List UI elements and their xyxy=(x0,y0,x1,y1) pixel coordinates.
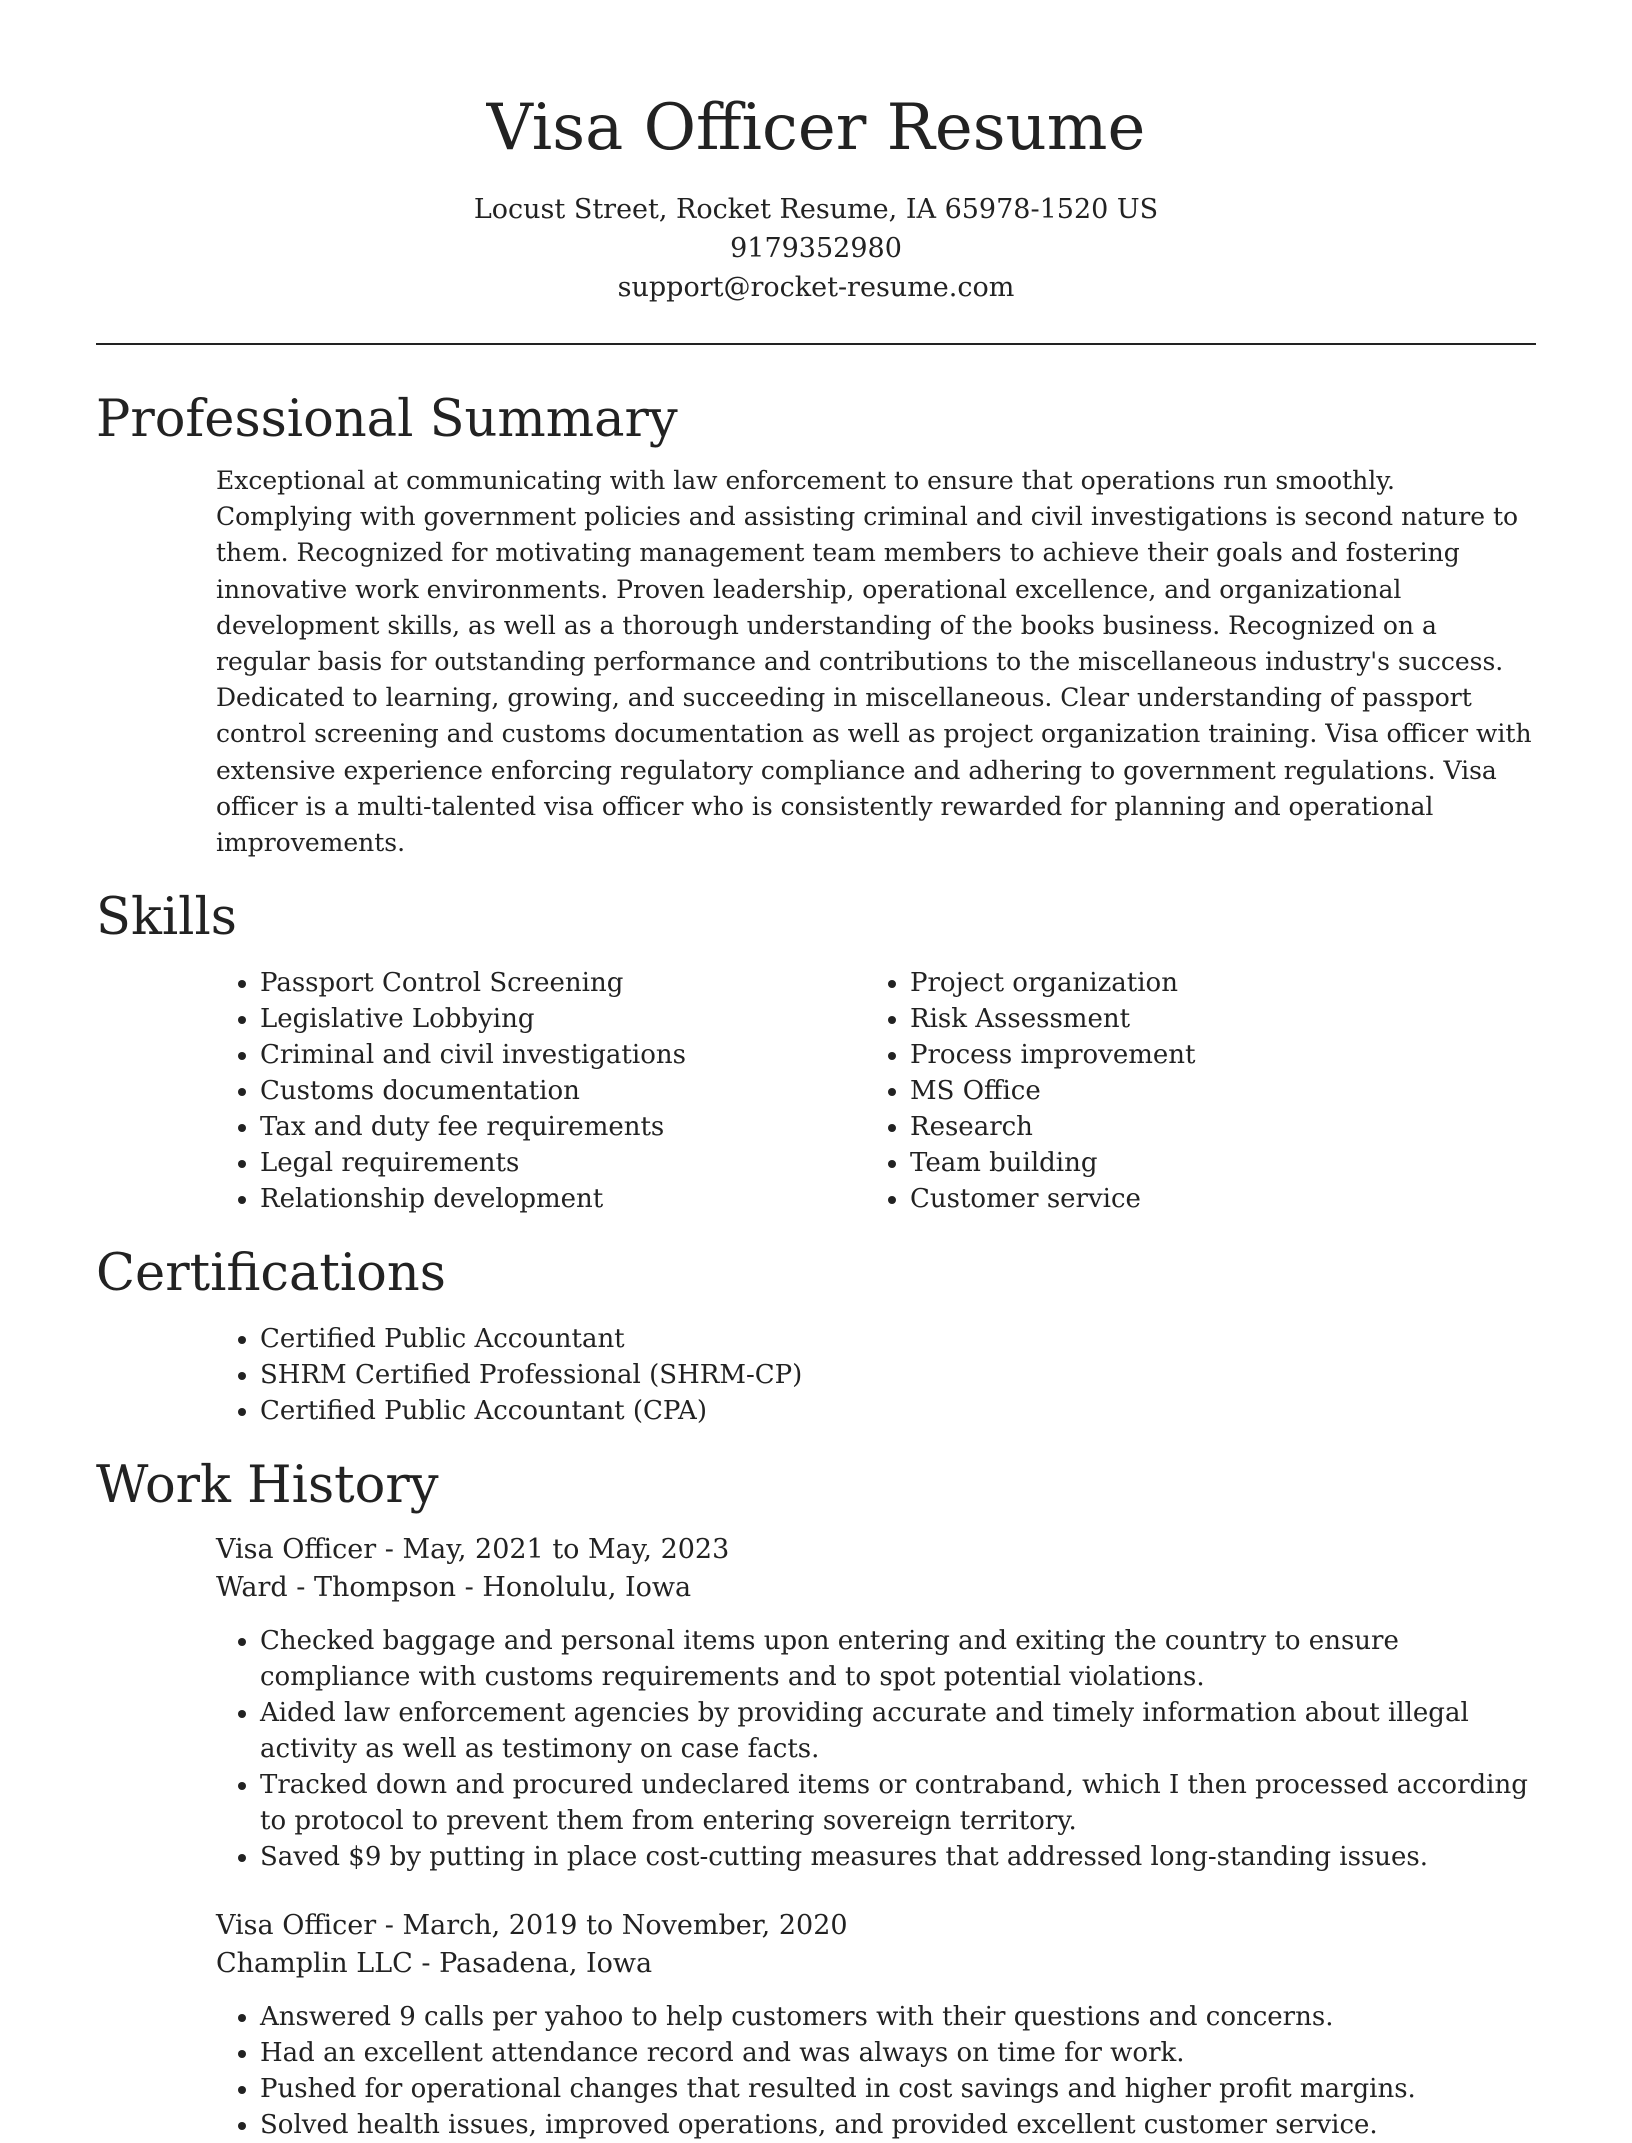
list-item: • Checked baggage and personal items upon entering and exiting the country to ensure compliance with customs requirements and to spot potential violations. xyxy=(260,1623,1536,1695)
job-entry xyxy=(216,1907,1536,2143)
resume-page xyxy=(96,0,1536,2143)
list-item: • Customs documentation xyxy=(260,1073,866,1109)
summary-section xyxy=(96,387,1536,861)
job-company-line xyxy=(216,1569,1536,1607)
summary-heading: Professional Summary xyxy=(96,390,678,449)
list-item: • Passport Control Screening xyxy=(260,965,866,1001)
list-item: • Certified Public Accountant xyxy=(260,1321,1536,1357)
list-item: • Certified Public Accountant (CPA) xyxy=(260,1393,1536,1429)
skills-list-right xyxy=(866,965,1516,1217)
list-item: • Research xyxy=(910,1109,1516,1145)
list-item: • Solved health issues, improved operations, and provided excellent customer service. xyxy=(260,2107,1536,2143)
list-item: • Aided law enforcement agencies by providing accurate and timely information about illegal activity as well as testimony on case facts. xyxy=(260,1695,1536,1767)
list-item: • Legislative Lobbying xyxy=(260,1001,866,1037)
list-item: • Had an excellent attendance record and was always on time for work. xyxy=(260,2035,1536,2071)
certifications-section xyxy=(96,1241,1536,1429)
list-item: • Team building xyxy=(910,1145,1516,1181)
job-title-line xyxy=(216,1907,1536,1945)
list-item: • MS Office xyxy=(910,1073,1516,1109)
skills-columns xyxy=(216,965,1536,1217)
certifications-body xyxy=(216,1321,1536,1429)
job-bullets xyxy=(216,1999,1536,2143)
job-company-line xyxy=(216,1945,1536,1983)
resume-header xyxy=(96,0,1536,307)
list-item: • Legal requirements xyxy=(260,1145,866,1181)
certifications-heading: Certifications xyxy=(96,1244,446,1304)
contact-phone: 9179352980 xyxy=(730,233,902,264)
list-item: • Risk Assessment xyxy=(910,1001,1516,1037)
contact-email: support@rocket-resume.com xyxy=(617,272,1015,303)
skills-section xyxy=(96,885,1536,1217)
job-location: - Pasadena, Iowa xyxy=(412,1948,653,1980)
list-item: • Tracked down and procured undeclared items or contraband, which I then processed according to protocol to prevent them from entering sovereign territory. xyxy=(260,1767,1536,1839)
summary-text: Exceptional at communicating with law enforcement to ensure that operations run smoothly. Complying with government policies and assisting criminal and civil investigations is second nature to them. Recognized for motivating management team members to achieve their goals and fostering innovative work environments. Proven leadership, operational excellence, and organizational development skills, as well as a thorough understanding of the books business. Recognized on a regular basis for outstanding performance and contributions to the miscellaneous industry's success. Dedicated to learning, growing, and succeeding in miscellaneous. Clear understanding of passport control screening and customs documentation as well as project organization training. Visa officer with extensive experience enforcing regulatory compliance and adhering to government regulations. Visa officer is a multi-talented visa officer who is consistently rewarded for planning and operational improvements. xyxy=(216,466,1532,858)
skills-heading: Skills xyxy=(96,888,237,948)
work-section xyxy=(96,1453,1536,2143)
work-heading: Work History xyxy=(96,1456,439,1516)
certifications-list xyxy=(216,1321,1536,1429)
list-item: • Saved $9 by putting in place cost-cutting measures that addressed long-standing issues. xyxy=(260,1839,1536,1875)
job-entry xyxy=(216,1531,1536,1875)
job-company: Ward - Thompson xyxy=(216,1572,457,1604)
skills-column-left xyxy=(216,965,866,1217)
list-item: • Criminal and civil investigations xyxy=(260,1037,866,1073)
job-title-line xyxy=(216,1531,1536,1569)
job-bullets xyxy=(216,1623,1536,1875)
list-item: • Tax and duty fee requirements xyxy=(260,1109,866,1145)
list-item: • Process improvement xyxy=(910,1037,1516,1073)
skills-list-left xyxy=(216,965,866,1217)
contact-address: Locust Street, Rocket Resume, IA 65978-1520 US xyxy=(473,194,1159,225)
contact-block xyxy=(96,190,1536,307)
list-item: • Customer service xyxy=(910,1181,1516,1217)
list-item: • SHRM Certified Professional (SHRM-CP) xyxy=(260,1357,1536,1393)
list-item: • Project organization xyxy=(910,965,1516,1001)
job-role: Visa Officer xyxy=(216,1910,377,1942)
skills-column-right xyxy=(866,965,1516,1217)
job-location: - Honolulu, Iowa xyxy=(456,1572,692,1604)
job-role: Visa Officer xyxy=(216,1534,377,1566)
header-divider xyxy=(96,343,1536,345)
list-item: • Pushed for operational changes that resulted in cost savings and higher profit margins. xyxy=(260,2071,1536,2107)
resume-title: Visa Officer Resume xyxy=(486,91,1146,165)
job-dates: - May, 2021 to May, 2023 xyxy=(376,1534,730,1566)
job-company: Champlin LLC xyxy=(216,1948,413,1980)
job-dates: - March, 2019 to November, 2020 xyxy=(376,1910,848,1942)
list-item: • Answered 9 calls per yahoo to help customers with their questions and concerns. xyxy=(260,1999,1536,2035)
list-item: • Relationship development xyxy=(260,1181,866,1217)
